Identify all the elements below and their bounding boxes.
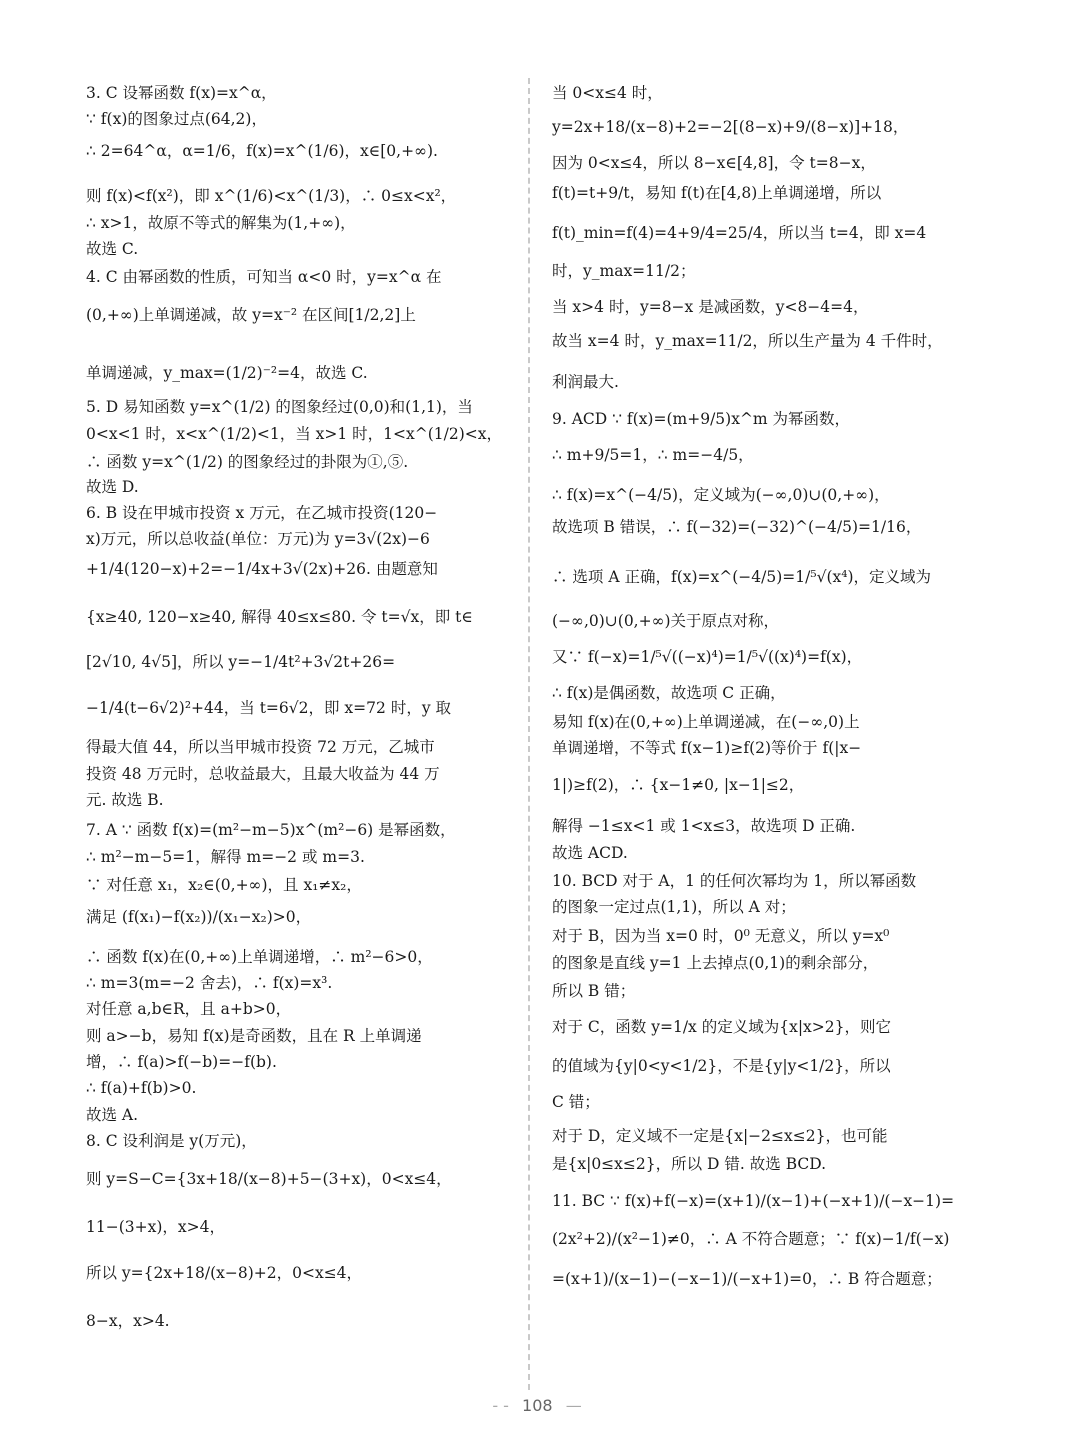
text-line: 单调递减，y_max=(1/2)⁻²=4，故选 C. <box>86 364 368 382</box>
text-line: f(t)_min=f(4)=4+9/4=25/4，所以当 t=4，即 x=4 <box>552 224 927 242</box>
text-line: 对任意 a,b∈R，且 a+b>0， <box>86 1000 292 1018</box>
text-line: {x≥40, 120−x≥40, 解得 40≤x≤80. 令 t=√x，即 t∈ <box>86 608 473 626</box>
text-line: 对于 D，定义域不一定是{x|−2≤x≤2}，也可能 <box>552 1127 888 1145</box>
text-line: 易知 f(x)在(0,+∞)上单调递减，在(−∞,0)上 <box>552 713 860 731</box>
text-line: ∴ 2=64^α，α=1/6，f(x)=x^(1/6)，x∈[0,+∞). <box>86 142 438 160</box>
text-line: 故选 D. <box>86 478 139 496</box>
text-line: 10. BCD 对于 A，1 的任何次幂均为 1，所以幂函数 <box>552 872 917 890</box>
text-line: 9. ACD ∵ f(x)=(m+9/5)x^m 为幂函数， <box>552 410 851 428</box>
text-line: −1/4(t−6√2)²+44，当 t=6√2，即 x=72 时，y 取 <box>86 699 451 717</box>
text-line: ∵ f(x)的图象过点(64,2)， <box>86 110 267 128</box>
text-line: f(t)=t+9/t，易知 f(t)在[4,8)上单调递增，所以 <box>552 184 882 202</box>
text-line: 则 y=S−C={3x+18/(x−8)+5−(3+x)，0<x≤4， <box>86 1170 452 1188</box>
text-line: 5. D 易知函数 y=x^(1/2) 的图象经过(0,0)和(1,1)，当 <box>86 398 473 416</box>
text-line: 6. B 设在甲城市投资 x 万元，在乙城市投资(120− <box>86 504 438 522</box>
text-line: 的图象一定过点(1,1)，所以 A 对； <box>552 898 796 916</box>
text-line: +1/4(120−x)+2=−1/4x+3√(2x)+26. 由题意知 <box>86 560 438 578</box>
text-line: 元. 故选 B. <box>86 791 164 809</box>
text-line: ∴ m²−m−5=1，解得 m=−2 或 m=3. <box>86 848 365 866</box>
column-divider <box>528 78 530 1390</box>
text-line: ∴ f(x)=x^(−4/5)，定义域为(−∞,0)∪(0,+∞)， <box>552 486 890 504</box>
footer-dash-left: ‐ ‐ <box>492 1396 509 1415</box>
text-line: [2√10, 4√5]，所以 y=−1/4t²+3√2t+26= <box>86 653 396 671</box>
text-line: 8. C 设利润是 y(万元)， <box>86 1132 257 1150</box>
text-line: 对于 C，函数 y=1/x 的定义域为{x|x>2}，则它 <box>552 1018 891 1036</box>
text-line: (−∞,0)∪(0,+∞)关于原点对称， <box>552 612 780 630</box>
text-line: 11−(3+x)，x>4， <box>86 1218 225 1236</box>
text-line: 3. C 设幂函数 f(x)=x^α， <box>86 84 277 102</box>
text-line: 满足 (f(x₁)−f(x₂))/(x₁−x₂)>0， <box>86 908 312 926</box>
text-line: 单调递增，不等式 f(x−1)≥f(2)等价于 f(|x− <box>552 739 862 757</box>
text-line: 当 x>4 时，y=8−x 是减函数，y<8−4=4， <box>552 298 869 316</box>
text-line: =(x+1)/(x−1)−(−x−1)/(−x+1)=0，∴ B 符合题意； <box>552 1270 942 1288</box>
text-line: 故选 ACD. <box>552 844 628 862</box>
text-line: C 错； <box>552 1093 600 1111</box>
text-line: ∴ f(a)+f(b)>0. <box>86 1079 197 1097</box>
page-number: 108 <box>522 1396 553 1415</box>
page-footer <box>0 1396 1074 1415</box>
text-line: 的图象是直线 y=1 上去掉点(0,1)的剩余部分， <box>552 954 879 972</box>
text-line: 得最大值 44，所以当甲城市投资 72 万元，乙城市 <box>86 738 435 756</box>
footer-dash-right: — <box>565 1396 582 1415</box>
text-line: 的值域为{y|0<y<1/2}，不是{y|y<1/2}，所以 <box>552 1057 891 1075</box>
text-line: ∴ m+9/5=1，∴ m=−4/5， <box>552 446 754 464</box>
text-line: ∴ 函数 f(x)在(0,+∞)上单调递增，∴ m²−6>0， <box>86 948 433 966</box>
text-line: 是{x|0≤x≤2}，所以 D 错. 故选 BCD. <box>552 1155 827 1173</box>
text-line: 增，∴ f(a)>f(−b)=−f(b). <box>86 1053 277 1071</box>
text-line: (0,+∞)上单调递减，故 y=x⁻² 在区间[1/2,2]上 <box>86 306 416 324</box>
text-line: ∵ 对任意 x₁，x₂∈(0,+∞)，且 x₁≠x₂， <box>86 876 362 894</box>
text-line: 0<x<1 时，x<x^(1/2)<1，当 x>1 时，1<x^(1/2)<x， <box>86 425 503 443</box>
text-line: 8−x，x>4. <box>86 1312 170 1330</box>
text-line: 时，y_max=11/2； <box>552 262 696 280</box>
text-line: 故选项 B 错误，∴ f(−32)=(−32)^(−4/5)=1/16， <box>552 518 922 536</box>
text-line: 故选 A. <box>86 1106 139 1124</box>
text-line: ∴ f(x)是偶函数，故选项 C 正确， <box>552 684 786 702</box>
text-line: x)万元，所以总收益(单位：万元)为 y=3√(2x)−6 <box>86 530 430 548</box>
text-line: 又∵ f(−x)=1/⁵√((−x)⁴)=1/⁵√((x)⁴)=f(x)， <box>552 648 863 666</box>
text-line: ∴ x>1，故原不等式的解集为(1,+∞)， <box>86 214 356 232</box>
text-line: 因为 0<x≤4，所以 8−x∈[4,8]，令 t=8−x， <box>552 154 876 172</box>
text-line: 则 a>−b，易知 f(x)是奇函数，且在 R 上单调递 <box>86 1027 422 1045</box>
text-line: 当 0<x≤4 时， <box>552 84 663 102</box>
text-line: 7. A ∵ 函数 f(x)=(m²−m−5)x^(m²−6) 是幂函数， <box>86 821 456 839</box>
text-line: 所以 y={2x+18/(x−8)+2，0<x≤4， <box>86 1264 363 1282</box>
text-line: 11. BC ∵ f(x)+f(−x)=(x+1)/(x−1)+(−x+1)/(−x−1)= <box>552 1192 955 1210</box>
text-line: ∴ m=3(m=−2 舍去)，∴ f(x)=x³. <box>86 974 333 992</box>
text-line: 则 f(x)<f(x²)，即 x^(1/6)<x^(1/3)，∴ 0≤x<x²， <box>86 187 457 205</box>
text-line: ∴ 函数 y=x^(1/2) 的图象经过的卦限为①,⑤. <box>86 453 409 471</box>
text-line: y=2x+18/(x−8)+2=−2[(8−x)+9/(8−x)]+18， <box>552 118 909 136</box>
text-line: 1|)≥f(2)，∴ {x−1≠0, |x−1|≤2， <box>552 776 805 794</box>
text-line: 解得 −1≤x<1 或 1<x≤3，故选项 D 正确. <box>552 817 856 835</box>
text-line: 故选 C. <box>86 240 139 258</box>
text-line: 所以 B 错； <box>552 982 636 1000</box>
text-line: ∴ 选项 A 正确，f(x)=x^(−4/5)=1/⁵√(x⁴)，定义域为 <box>552 568 932 586</box>
text-line: 利润最大. <box>552 373 619 391</box>
text-line: 投资 48 万元时，总收益最大，且最大收益为 44 万 <box>86 765 440 783</box>
text-line: (2x²+2)/(x²−1)≠0，∴ A 不符合题意；∵ f(x)−1/f(−x) <box>552 1230 950 1248</box>
text-line: 故当 x=4 时，y_max=11/2，所以生产量为 4 千件时， <box>552 332 943 350</box>
text-line: 对于 B，因为当 x=0 时，0⁰ 无意义，所以 y=x⁰ <box>552 927 890 945</box>
text-line: 4. C 由幂函数的性质，可知当 α<0 时，y=x^α 在 <box>86 268 442 286</box>
